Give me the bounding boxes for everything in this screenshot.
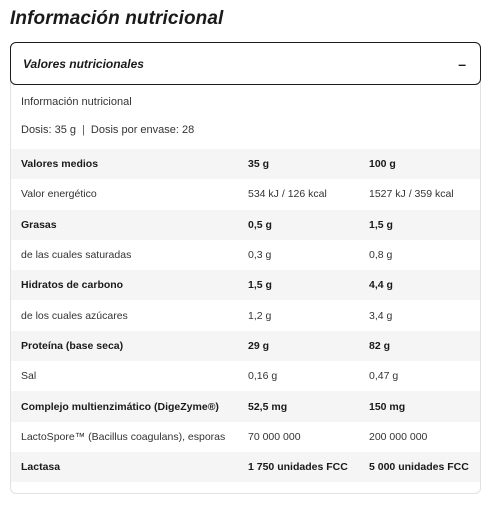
table-row — [11, 300, 480, 330]
nutrient-label-cell: Sal — [21, 370, 37, 383]
per-100g-cell: 1527 kJ / 359 kcal — [369, 188, 454, 201]
per-dose-cell: 0,5 g — [248, 218, 272, 231]
table-row — [11, 331, 480, 361]
table-row — [11, 361, 480, 391]
per-dose-cell: 35 g — [248, 158, 270, 171]
table-row — [11, 149, 480, 179]
nutrition-table — [11, 149, 480, 482]
per-dose-cell: 1,2 g — [248, 309, 272, 322]
per-dose-cell: 0,16 g — [248, 370, 278, 383]
per-100g-cell: 3,4 g — [369, 309, 393, 322]
nutrient-label-cell: de los cuales azúcares — [21, 309, 128, 322]
dose-separator: | — [82, 124, 85, 136]
nutrient-label-cell: Valor energético — [21, 188, 97, 201]
table-row — [11, 452, 480, 482]
nutrient-label-cell: Lactasa — [21, 461, 61, 474]
per-100g-cell: 0,47 g — [369, 370, 399, 383]
nutrient-label-cell: Grasas — [21, 218, 57, 231]
nutrient-label-cell: Complejo multienzimático (DigeZyme®) — [21, 400, 219, 413]
per-dose-cell: 70 000 000 — [248, 430, 301, 443]
nutrient-label-cell: Hidratos de carbono — [21, 279, 124, 292]
accordion-title: Valores nutricionales — [23, 56, 144, 71]
table-row — [11, 210, 480, 240]
collapse-minus-icon[interactable]: – — [458, 55, 466, 72]
per-dose-cell: 534 kJ / 126 kcal — [248, 188, 327, 201]
per-100g-cell: 150 mg — [369, 400, 406, 413]
nutrient-label-cell: Valores medios — [21, 158, 99, 171]
table-row — [11, 270, 480, 300]
per-100g-cell: 1,5 g — [369, 218, 393, 231]
dose-value: Dosis: 35 g — [21, 124, 77, 136]
nutrient-label-cell: de las cuales saturadas — [21, 249, 132, 262]
per-100g-cell: 100 g — [369, 158, 396, 171]
doses-per-container: Dosis por envase: 28 — [90, 124, 195, 136]
page-title: Información nutricional — [10, 8, 224, 29]
per-100g-cell: 5 000 unidades FCC — [369, 461, 469, 474]
per-dose-cell: 52,5 mg — [248, 400, 288, 413]
per-dose-cell: 29 g — [248, 339, 270, 352]
table-row — [11, 240, 480, 270]
per-dose-cell: 1 750 unidades FCC — [248, 461, 348, 474]
table-row — [11, 422, 480, 452]
table-row — [11, 179, 480, 209]
table-row — [11, 391, 480, 421]
per-100g-cell: 0,8 g — [369, 249, 393, 262]
nutrient-label-cell: Proteína (base seca) — [21, 339, 124, 352]
per-100g-cell: 82 g — [369, 339, 391, 352]
info-label: Información nutricional — [21, 96, 132, 108]
per-dose-cell: 0,3 g — [248, 249, 272, 262]
per-100g-cell: 200 000 000 — [369, 430, 428, 443]
dose-info — [21, 124, 194, 136]
per-100g-cell: 4,4 g — [369, 279, 393, 292]
nutrition-accordion — [10, 42, 481, 494]
accordion-header-toggle[interactable] — [10, 42, 481, 85]
nutrient-label-cell: LactoSpore™ (Bacillus coagulans), esporas — [21, 430, 226, 443]
per-dose-cell: 1,5 g — [248, 279, 272, 292]
